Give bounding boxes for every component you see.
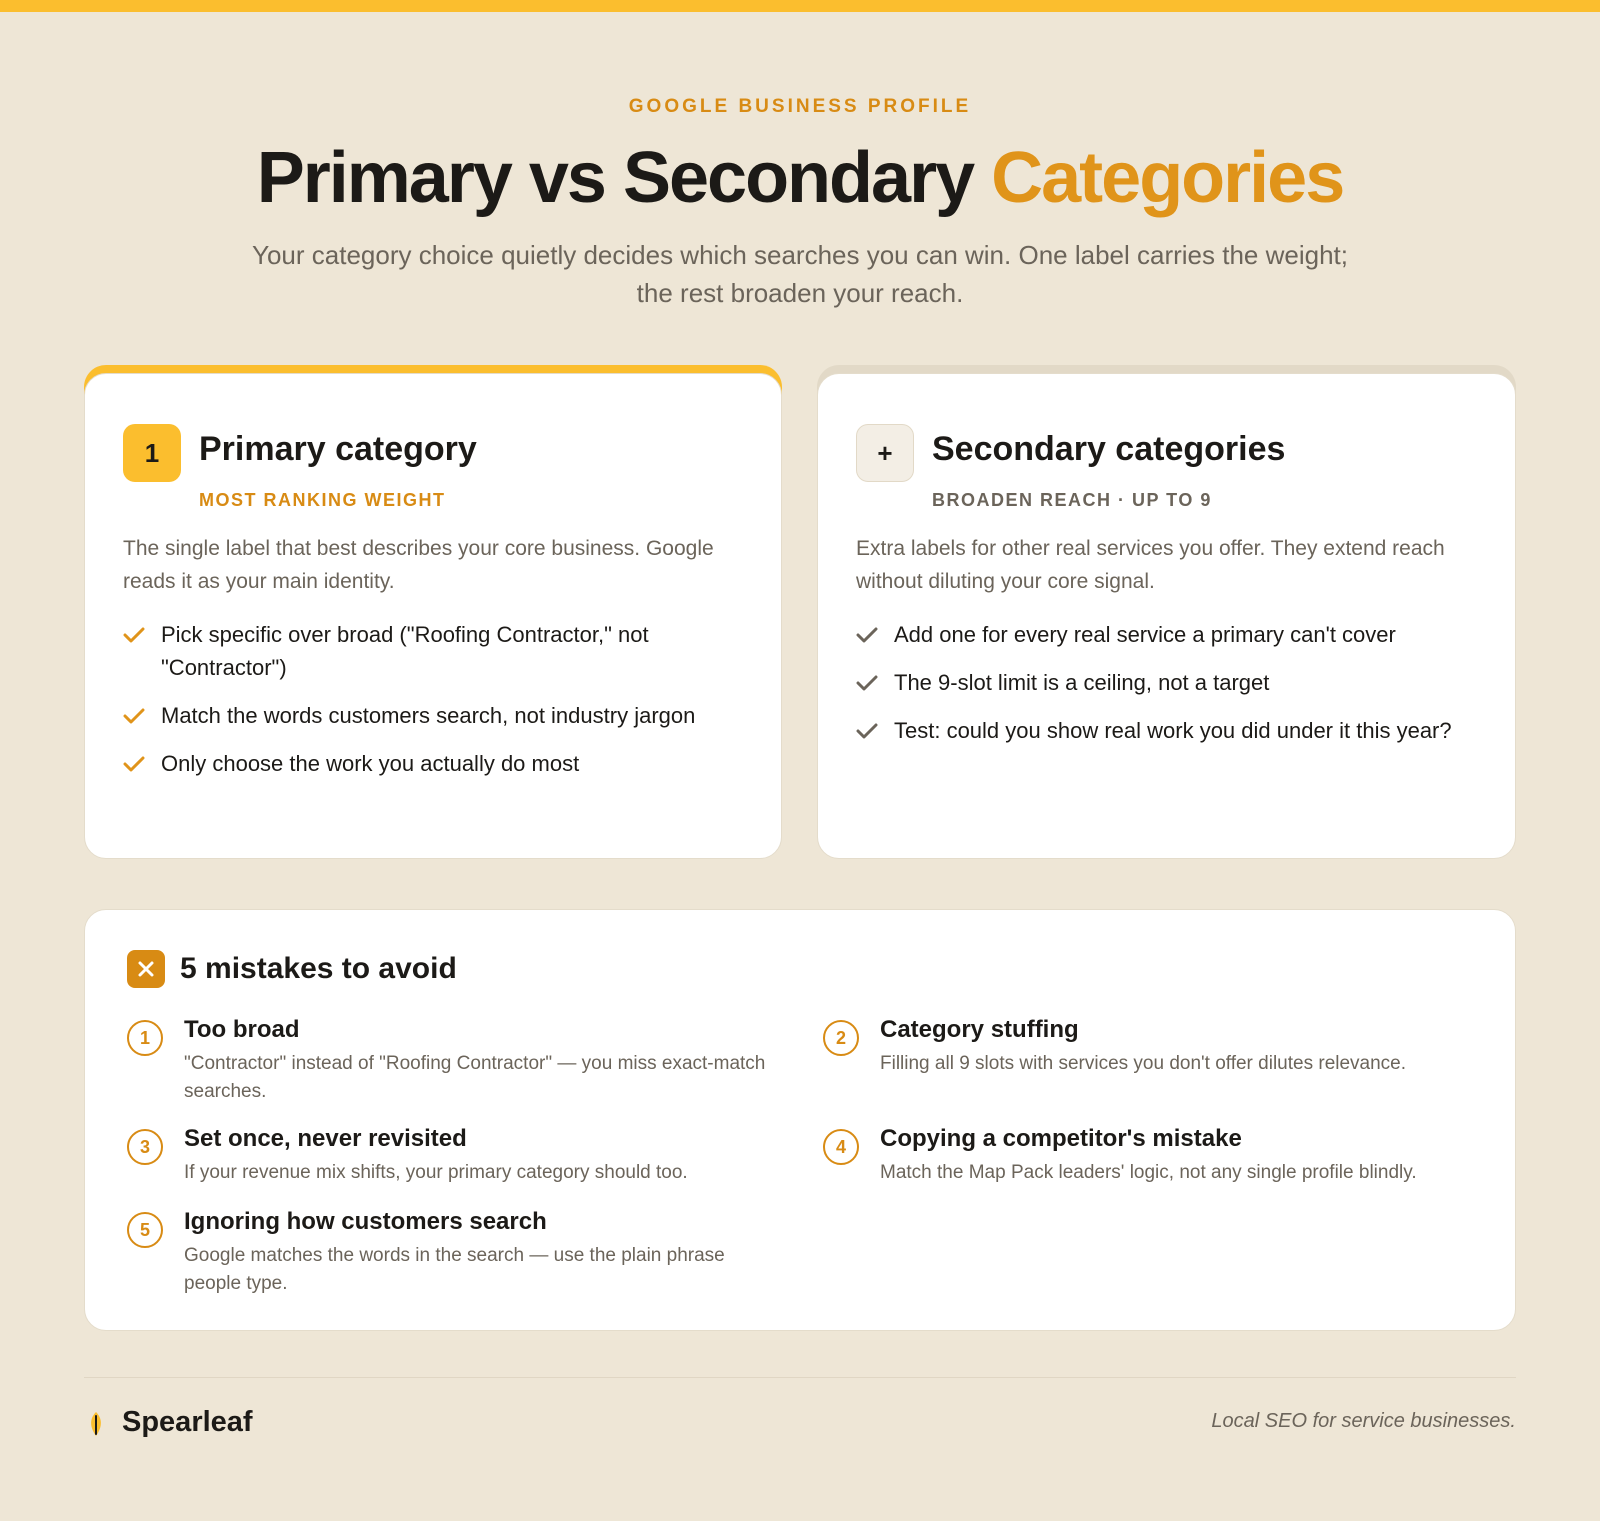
primary-card-tag: MOST RANKING WEIGHT: [199, 490, 446, 510]
eyebrow-label: GOOGLE BUSINESS PROFILE: [628, 96, 972, 117]
mistake-number-badge: 4: [823, 1129, 859, 1165]
list-item: [856, 618, 1486, 651]
primary-bullet-list: [123, 618, 753, 795]
secondary-card-tag: BROADEN REACH · UP TO 9: [932, 490, 1212, 510]
mistake-number-badge: 2: [823, 1020, 859, 1056]
top-accent-bar: [0, 0, 1600, 12]
checkmark-icon: [856, 714, 894, 740]
title-main: Primary vs Secondary: [256, 138, 992, 218]
list-item: [856, 714, 1486, 747]
bullet-text: The 9-slot limit is a ceiling, not a target: [894, 670, 1270, 695]
secondary-bullet-list: [856, 618, 1486, 762]
mistake-body: Match the Map Pack leaders' logic, not any single profile blindly.: [880, 1162, 1417, 1183]
footer-tagline: Local SEO for service businesses.: [1211, 1410, 1516, 1432]
plus-icon: +: [856, 424, 914, 482]
mistake-title: Category stuffing: [880, 1016, 1079, 1043]
close-x-icon: [127, 950, 165, 988]
bullet-text: Pick specific over broad ("Roofing Contractor," not "Contractor"): [161, 622, 649, 680]
bullet-text: Only choose the work you actually do most: [161, 751, 580, 776]
mistake-number-badge: 3: [127, 1129, 163, 1165]
mistake-body: Filling all 9 slots with services you don't offer dilutes relevance.: [880, 1053, 1407, 1074]
bullet-text: Test: could you show real work you did under it this year?: [894, 718, 1452, 743]
mistake-body: Google matches the words in the search — use the plain phrase people type.: [184, 1245, 725, 1294]
bullet-text: Add one for every real service a primary can't cover: [894, 622, 1396, 647]
mistake-title: Copying a competitor's mistake: [880, 1125, 1242, 1152]
mistake-body: If your revenue mix shifts, your primary category should too.: [184, 1162, 688, 1183]
list-item: [123, 747, 753, 780]
secondary-card-description: Extra labels for other real services you offer. They extend reach without diluting your core signal.: [856, 537, 1445, 593]
checkmark-icon: [856, 618, 894, 644]
mistake-body: "Contractor" instead of "Roofing Contractor" — you miss exact-match searches.: [184, 1053, 766, 1102]
list-item: [123, 699, 753, 732]
mistake-title: Set once, never revisited: [184, 1125, 467, 1152]
page-title: [0, 138, 1600, 218]
page-subtitle: Your category choice quietly decides which searches you can win. One label carries the weight; the rest broaden your reach.: [252, 240, 1348, 308]
primary-card-title: Primary category: [199, 430, 477, 468]
primary-category-card: [84, 373, 782, 859]
footer-divider: [84, 1377, 1516, 1378]
leaf-icon: [88, 1411, 104, 1442]
mistake-number-badge: 1: [127, 1020, 163, 1056]
mistakes-card: [84, 909, 1516, 1331]
bullet-text: Match the words customers search, not industry jargon: [161, 703, 696, 728]
mistakes-title: 5 mistakes to avoid: [180, 952, 457, 985]
checkmark-icon: [123, 618, 161, 644]
primary-card-description: The single label that best describes your core business. Google reads it as your main identity.: [123, 537, 714, 593]
list-item: [856, 666, 1486, 699]
checkmark-icon: [856, 666, 894, 692]
title-accent: Categories: [991, 138, 1344, 218]
secondary-categories-card: [817, 373, 1516, 859]
list-item: [123, 618, 753, 684]
secondary-card-title: Secondary categories: [932, 430, 1286, 468]
primary-badge: 1: [123, 424, 181, 482]
brand-name: Spearleaf: [122, 1406, 253, 1438]
mistake-title: Too broad: [184, 1016, 300, 1043]
checkmark-icon: [123, 747, 161, 773]
mistake-title: Ignoring how customers search: [184, 1208, 547, 1235]
mistake-number-badge: 5: [127, 1212, 163, 1248]
checkmark-icon: [123, 699, 161, 725]
